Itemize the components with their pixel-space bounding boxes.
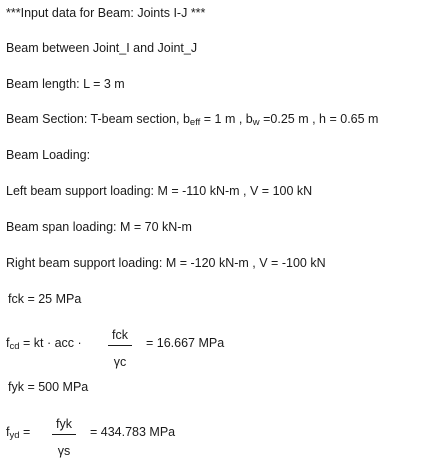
fyd-denominator: γs bbox=[57, 444, 71, 458]
fcd-numerator: fck bbox=[112, 328, 128, 342]
fcd-result: = 16.667 MPa bbox=[146, 336, 225, 350]
right-support-loading-line: Right beam support loading: M = -120 kN-m , V = -100 kN bbox=[6, 256, 326, 270]
fcd-fraction-bar bbox=[108, 345, 132, 346]
fck-line: fck = 25 MPa bbox=[8, 292, 82, 306]
fyd-fraction-bar bbox=[52, 434, 76, 435]
beff-subscript: eff bbox=[189, 117, 201, 128]
bw-subscript: w bbox=[252, 117, 260, 128]
beam-between-line: Beam between Joint_I and Joint_J bbox=[6, 41, 198, 55]
beff-value: = 1 m , b bbox=[200, 112, 253, 126]
fyk-line: fyk = 500 MPa bbox=[8, 380, 89, 394]
beam-loading-label: Beam Loading: bbox=[6, 148, 91, 162]
span-loading-line: Beam span loading: M = 70 kN-m bbox=[6, 220, 192, 234]
section-rest: =0.25 m , h = 0.65 m bbox=[259, 112, 379, 126]
fyd-mid: = bbox=[19, 425, 31, 439]
input-data-header: ***Input data for Beam: Joints I-J *** bbox=[6, 6, 206, 20]
fyd-numerator: fyk bbox=[56, 417, 72, 431]
fcd-fraction bbox=[108, 328, 132, 369]
fcd-lhs: fcd = kt · acc · bbox=[6, 336, 82, 352]
section-prefix: Beam Section: T-beam section, b bbox=[6, 112, 190, 126]
fyd-result: = 434.783 MPa bbox=[90, 425, 176, 439]
beam-length-line: Beam length: L = 3 m bbox=[6, 77, 125, 91]
fcd-subscript: cd bbox=[9, 341, 20, 352]
fyd-subscript: yd bbox=[9, 430, 20, 441]
fyd-lhs: fyd = bbox=[6, 425, 31, 441]
beam-section-line bbox=[6, 112, 378, 126]
left-support-loading-line: Left beam support loading: M = -110 kN-m , V = 100 kN bbox=[6, 184, 313, 198]
fcd-denominator: γc bbox=[113, 355, 127, 369]
fyd-fraction bbox=[52, 417, 76, 458]
fcd-mid: = kt · acc · bbox=[19, 336, 82, 350]
